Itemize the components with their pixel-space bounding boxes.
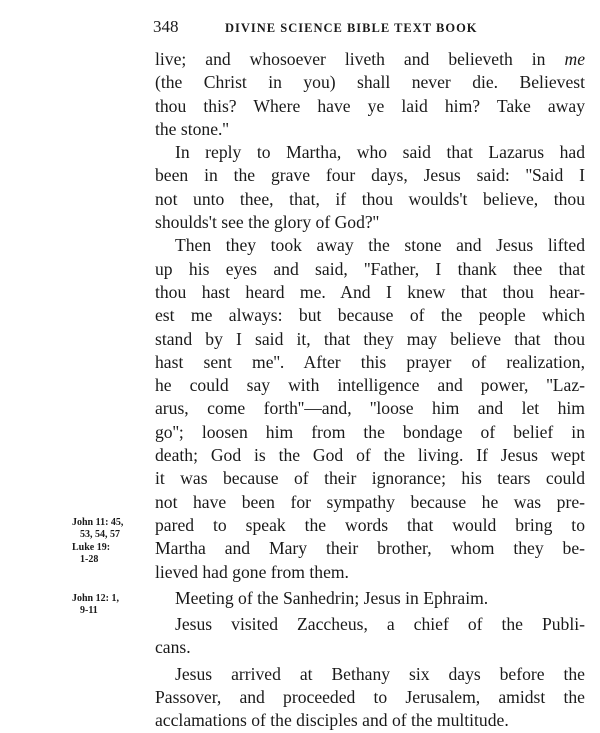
text-line: acclamations of the disciples and of the multitude. (155, 710, 509, 731)
text-line (155, 48, 585, 71)
text-line: he could say with intelligence and power, ''Laz- (155, 375, 585, 396)
text-line: up his eyes and said, ''Father, I thank thee that (155, 258, 585, 279)
text-line: est me always: but because of the people which (155, 305, 585, 326)
note-ref-cont: 53, 54, 57 (80, 528, 120, 540)
text-line: Martha and Mary their brother, whom they be- (155, 538, 585, 559)
text-line: been in the grave four days, Jesus said: ''Said I (155, 165, 585, 186)
text-line: thou hast heard me. And I knew that thou hear- (155, 281, 585, 302)
text-line: Jesus visited Zaccheus, a chief of the Publi- (175, 614, 585, 635)
text-line: Passover, and proceeded to Jerusalem, amidst the (155, 687, 585, 708)
text-line: hast sent me''. After this prayer of realization, (155, 351, 585, 372)
text-line: not have been for sympathy because he was pre- (155, 491, 585, 512)
text-line: Then they took away the stone and Jesus lifted (175, 235, 585, 256)
note-ref: John 11: 45, (72, 517, 124, 528)
note-ref: John 12: 1, (72, 593, 119, 604)
text-line: Jesus arrived at Bethany six days before the (175, 663, 585, 684)
body-text (155, 48, 585, 733)
text-line: thou this? Where have ye laid him? Take away (155, 95, 585, 116)
note-ref: Luke 19: (72, 542, 111, 553)
text-line: it was because of their ignorance; his tears could (155, 468, 585, 489)
margin-note (72, 517, 123, 540)
text-line: cans. (155, 637, 191, 658)
text-line: go''; loosen him from the bondage of belief in (155, 421, 585, 442)
page-number: 348 (153, 17, 179, 36)
text-segment: live; and whosoever liveth and believeth in (155, 49, 565, 69)
text-line: Meeting of the Sanhedrin; Jesus in Ephraim. (175, 587, 489, 608)
text-line: the stone.'' (155, 118, 229, 139)
text-line: stand by I said it, that they may believe that thou (155, 328, 585, 349)
text-line: In reply to Martha, who said that Lazarus had (175, 142, 585, 163)
running-title: DIVINE SCIENCE BIBLE TEXT BOOK (225, 21, 478, 35)
text-line: death; God is the God of the living. If Jesus wept (155, 445, 585, 466)
margin-note (72, 542, 110, 565)
text-line: (the Christ in you) shall never die. Believest (155, 72, 585, 93)
margin-note (72, 593, 119, 616)
text-line: shoulds't see the glory of God?'' (155, 212, 380, 233)
text-line: arus, come forth''—and, ''loose him and let him (155, 398, 585, 419)
note-ref-cont: 9-11 (80, 604, 98, 616)
text-line: pared to speak the words that would bring to (155, 514, 585, 535)
note-ref-cont: 1-28 (80, 553, 99, 565)
text-line: not unto thee, that, if thou woulds't believe, thou (155, 188, 585, 209)
text-line: lieved had gone from them. (155, 561, 349, 582)
italic-word: me (564, 49, 585, 69)
